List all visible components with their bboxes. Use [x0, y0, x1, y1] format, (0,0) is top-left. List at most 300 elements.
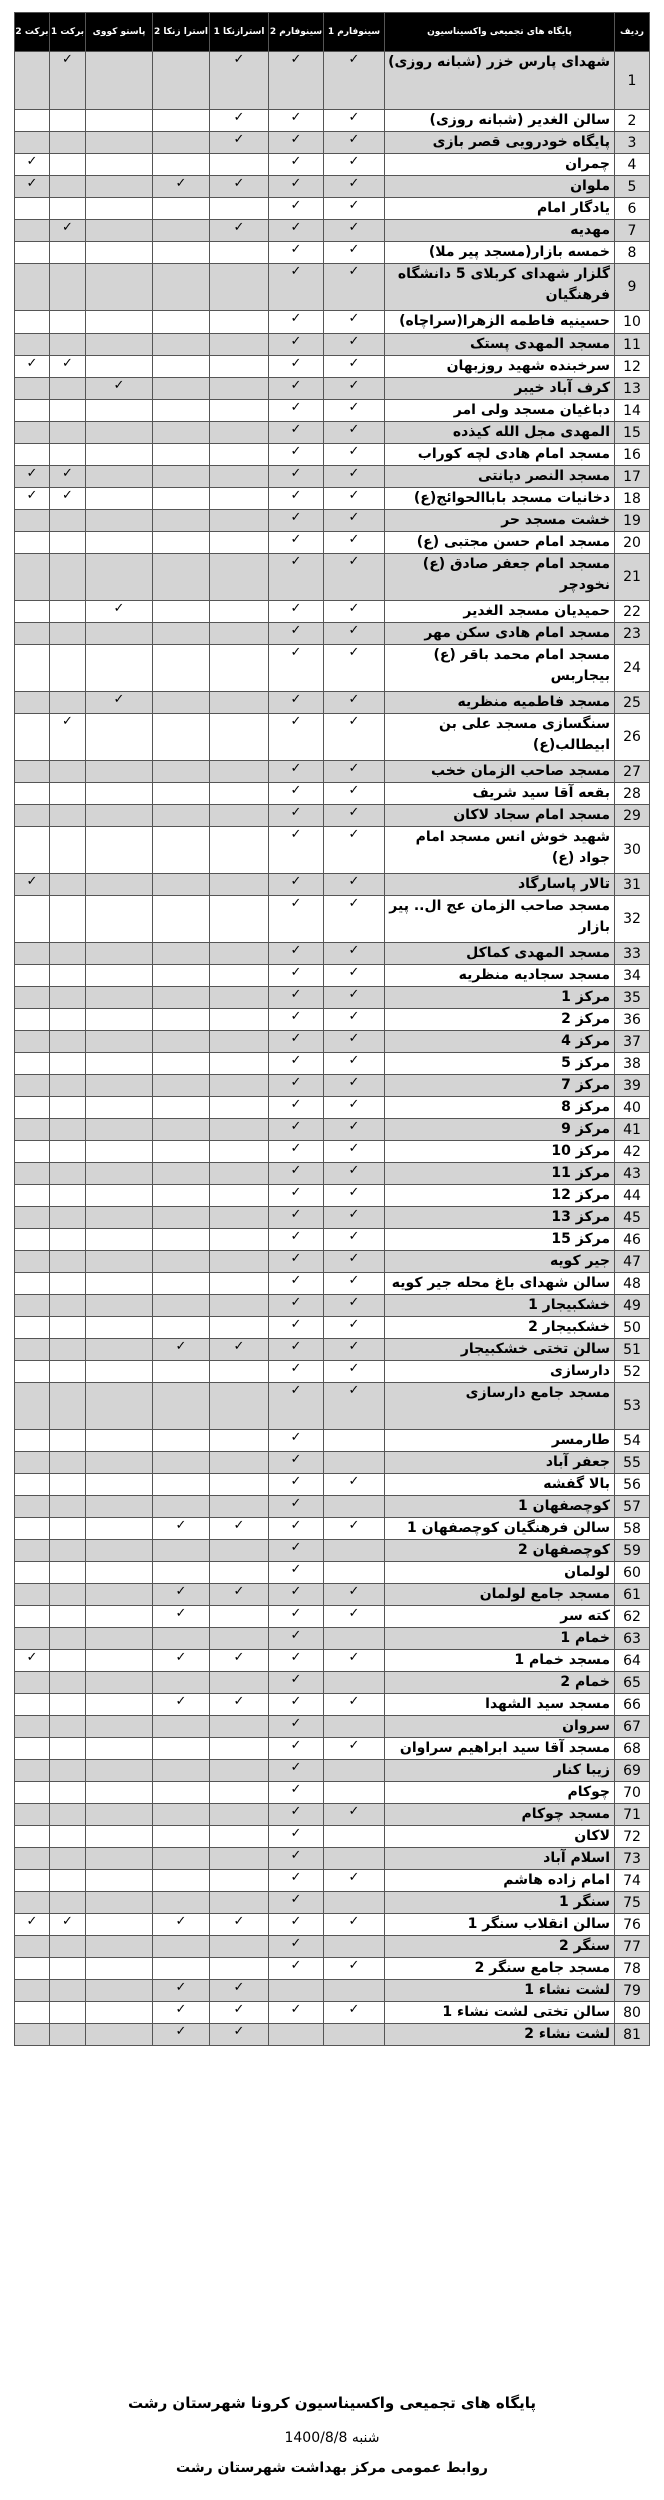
check-icon: ✓	[233, 52, 245, 67]
table-row	[15, 334, 650, 356]
barekat-1-cell	[50, 1980, 86, 2002]
sinopharm-2-cell	[269, 1694, 324, 1716]
sinopharm-1-cell	[324, 1119, 385, 1141]
barekat-1-cell	[50, 110, 86, 132]
header-pasteur-covi: پاستو کووی	[86, 13, 153, 52]
sinopharm-1-cell	[324, 1452, 385, 1474]
pasteur-covi-cell	[86, 1009, 153, 1031]
row-number: 45	[615, 1207, 650, 1229]
barekat-2-cell	[15, 334, 50, 356]
pasteur-covi-cell	[86, 1936, 153, 1958]
astrazeneca-2-cell	[153, 714, 210, 761]
check-icon: ✓	[348, 1251, 360, 1266]
sinopharm-1-cell	[324, 1804, 385, 1826]
barekat-2-cell	[15, 1430, 50, 1452]
astrazeneca-1-cell	[210, 1141, 269, 1163]
sinopharm-1-cell	[324, 1229, 385, 1251]
astrazeneca-1-cell	[210, 1361, 269, 1383]
check-icon: ✓	[348, 1584, 360, 1599]
pasteur-covi-cell	[86, 1694, 153, 1716]
barekat-1-cell	[50, 601, 86, 623]
check-icon: ✓	[290, 488, 302, 503]
row-number: 60	[615, 1562, 650, 1584]
table-row	[15, 1163, 650, 1185]
check-icon: ✓	[290, 943, 302, 958]
check-icon: ✓	[290, 1452, 302, 1467]
sinopharm-2-cell	[269, 554, 324, 601]
pasteur-covi-cell	[86, 2024, 153, 2046]
sinopharm-1-cell	[324, 444, 385, 466]
astrazeneca-2-cell	[153, 1760, 210, 1782]
barekat-2-cell	[15, 1606, 50, 1628]
row-number: 78	[615, 1958, 650, 1980]
barekat-1-cell	[50, 1097, 86, 1119]
sinopharm-2-cell	[269, 264, 324, 311]
sinopharm-2-cell	[269, 1936, 324, 1958]
sinopharm-2-cell	[269, 645, 324, 692]
site-name: مسجد امام سجاد لاکان	[385, 805, 615, 827]
astrazeneca-1-cell	[210, 714, 269, 761]
barekat-2-cell	[15, 692, 50, 714]
site-name: دارسازی	[385, 1361, 615, 1383]
check-icon: ✓	[290, 1317, 302, 1332]
astrazeneca-2-cell	[153, 943, 210, 965]
site-name: چمران	[385, 154, 615, 176]
check-icon: ✓	[348, 1958, 360, 1973]
sinopharm-2-cell	[269, 1474, 324, 1496]
table-row	[15, 1207, 650, 1229]
sinopharm-1-cell	[324, 1848, 385, 1870]
table-row	[15, 827, 650, 874]
barekat-2-cell	[15, 601, 50, 623]
site-name: خشکبیجار 1	[385, 1295, 615, 1317]
check-icon: ✓	[348, 943, 360, 958]
check-icon: ✓	[290, 444, 302, 459]
row-number: 50	[615, 1317, 650, 1339]
row-number: 76	[615, 1914, 650, 1936]
pasteur-covi-cell	[86, 1251, 153, 1273]
site-name: سالن تختی خشکبیجار	[385, 1339, 615, 1361]
check-icon: ✓	[233, 110, 245, 125]
barekat-2-cell	[15, 965, 50, 987]
barekat-2-cell	[15, 1031, 50, 1053]
table-row	[15, 1518, 650, 1540]
astrazeneca-2-cell	[153, 1804, 210, 1826]
row-number: 47	[615, 1251, 650, 1273]
table-row	[15, 805, 650, 827]
sinopharm-1-cell	[324, 2024, 385, 2046]
check-icon: ✓	[348, 1207, 360, 1222]
barekat-1-cell	[50, 805, 86, 827]
table-row	[15, 645, 650, 692]
check-icon: ✓	[290, 1804, 302, 1819]
astrazeneca-2-cell	[153, 242, 210, 264]
table-row	[15, 1119, 650, 1141]
astrazeneca-1-cell	[210, 1031, 269, 1053]
astrazeneca-1-cell	[210, 264, 269, 311]
astrazeneca-2-cell	[153, 1584, 210, 1606]
pasteur-covi-cell	[86, 1606, 153, 1628]
check-icon: ✓	[26, 176, 38, 191]
barekat-2-cell	[15, 1474, 50, 1496]
barekat-1-cell	[50, 645, 86, 692]
barekat-1-cell	[50, 2002, 86, 2024]
barekat-1-cell	[50, 1339, 86, 1361]
sinopharm-1-cell	[324, 623, 385, 645]
astrazeneca-2-cell	[153, 1295, 210, 1317]
site-name: مسجد امام هادی لچه کوراب	[385, 444, 615, 466]
barekat-2-cell	[15, 1540, 50, 1562]
site-name: طارمسر	[385, 1430, 615, 1452]
pasteur-covi-cell	[86, 132, 153, 154]
site-name: مسجد صاحب الزمان خخب	[385, 761, 615, 783]
pasteur-covi-cell	[86, 1317, 153, 1339]
row-number: 66	[615, 1694, 650, 1716]
astrazeneca-1-cell	[210, 311, 269, 334]
sinopharm-2-cell	[269, 874, 324, 896]
row-number: 51	[615, 1339, 650, 1361]
row-number: 49	[615, 1295, 650, 1317]
sinopharm-1-cell	[324, 805, 385, 827]
pasteur-covi-cell	[86, 987, 153, 1009]
site-name: مسجد جامع سنگر 2	[385, 1958, 615, 1980]
pasteur-covi-cell	[86, 943, 153, 965]
site-name: مرکز 12	[385, 1185, 615, 1207]
astrazeneca-2-cell	[153, 1474, 210, 1496]
barekat-1-cell	[50, 1848, 86, 1870]
pasteur-covi-cell	[86, 1914, 153, 1936]
astrazeneca-2-cell	[153, 783, 210, 805]
sinopharm-1-cell	[324, 110, 385, 132]
table-row	[15, 1496, 650, 1518]
check-icon: ✓	[348, 176, 360, 191]
table-row	[15, 692, 650, 714]
astrazeneca-1-cell	[210, 466, 269, 488]
site-name: خمام 1	[385, 1628, 615, 1650]
table-row	[15, 1430, 650, 1452]
sinopharm-1-cell	[324, 1914, 385, 1936]
barekat-1-cell	[50, 1361, 86, 1383]
check-icon: ✓	[290, 601, 302, 616]
check-icon: ✓	[290, 1339, 302, 1354]
astrazeneca-1-cell	[210, 242, 269, 264]
row-number: 52	[615, 1361, 650, 1383]
barekat-1-cell	[50, 1295, 86, 1317]
check-icon: ✓	[290, 1474, 302, 1489]
pasteur-covi-cell	[86, 400, 153, 422]
site-name: چوکام	[385, 1782, 615, 1804]
astrazeneca-2-cell	[153, 1848, 210, 1870]
barekat-1-cell	[50, 1760, 86, 1782]
table-row	[15, 1361, 650, 1383]
barekat-1-cell	[50, 1826, 86, 1848]
row-number: 17	[615, 466, 650, 488]
table-row	[15, 783, 650, 805]
astrazeneca-2-cell	[153, 1031, 210, 1053]
site-name: لاکان	[385, 1826, 615, 1848]
site-name: لشت نشاء 1	[385, 1980, 615, 2002]
pasteur-covi-cell	[86, 1562, 153, 1584]
pasteur-covi-cell	[86, 1075, 153, 1097]
check-icon: ✓	[348, 422, 360, 437]
header-astrazeneca-2: استرا زنکا 2	[153, 13, 210, 52]
check-icon: ✓	[233, 1339, 245, 1354]
site-name: مسجد جامع لولمان	[385, 1584, 615, 1606]
row-number: 2	[615, 110, 650, 132]
astrazeneca-2-cell	[153, 1496, 210, 1518]
check-icon: ✓	[113, 378, 125, 393]
barekat-2-cell	[15, 1273, 50, 1295]
row-number: 37	[615, 1031, 650, 1053]
site-name: خشکبیجار 2	[385, 1317, 615, 1339]
astrazeneca-1-cell	[210, 1474, 269, 1496]
check-icon: ✓	[348, 783, 360, 798]
barekat-2-cell	[15, 444, 50, 466]
barekat-1-cell	[50, 1317, 86, 1339]
pasteur-covi-cell	[86, 356, 153, 378]
astrazeneca-2-cell	[153, 132, 210, 154]
check-icon: ✓	[290, 623, 302, 638]
row-number: 14	[615, 400, 650, 422]
sinopharm-2-cell	[269, 444, 324, 466]
row-number: 41	[615, 1119, 650, 1141]
sinopharm-2-cell	[269, 1141, 324, 1163]
check-icon: ✓	[348, 132, 360, 147]
barekat-2-cell	[15, 1848, 50, 1870]
check-icon: ✓	[290, 311, 302, 326]
astrazeneca-2-cell	[153, 422, 210, 444]
sinopharm-1-cell	[324, 1716, 385, 1738]
check-icon: ✓	[348, 623, 360, 638]
pasteur-covi-cell	[86, 1958, 153, 1980]
astrazeneca-1-cell	[210, 1518, 269, 1540]
barekat-2-cell	[15, 311, 50, 334]
site-name: سرخبنده شهید روزبهان	[385, 356, 615, 378]
sinopharm-2-cell	[269, 805, 324, 827]
barekat-1-cell	[50, 1782, 86, 1804]
barekat-2-cell	[15, 356, 50, 378]
sinopharm-2-cell	[269, 220, 324, 242]
table-row	[15, 1760, 650, 1782]
site-name: ملوان	[385, 176, 615, 198]
row-number: 10	[615, 311, 650, 334]
astrazeneca-2-cell	[153, 176, 210, 198]
sinopharm-1-cell	[324, 220, 385, 242]
sinopharm-1-cell	[324, 1738, 385, 1760]
check-icon: ✓	[348, 1163, 360, 1178]
sinopharm-1-cell	[324, 1430, 385, 1452]
pasteur-covi-cell	[86, 1273, 153, 1295]
check-icon: ✓	[348, 400, 360, 415]
check-icon: ✓	[290, 334, 302, 349]
barekat-2-cell	[15, 805, 50, 827]
pasteur-covi-cell	[86, 220, 153, 242]
row-number: 62	[615, 1606, 650, 1628]
barekat-1-cell	[50, 52, 86, 110]
sinopharm-1-cell	[324, 1053, 385, 1075]
sinopharm-2-cell	[269, 1782, 324, 1804]
row-number: 64	[615, 1650, 650, 1672]
barekat-2-cell	[15, 896, 50, 943]
barekat-2-cell	[15, 378, 50, 400]
sinopharm-2-cell	[269, 1518, 324, 1540]
row-number: 9	[615, 264, 650, 311]
row-number: 24	[615, 645, 650, 692]
astrazeneca-2-cell	[153, 1870, 210, 1892]
check-icon: ✓	[175, 1980, 187, 1995]
sinopharm-1-cell	[324, 242, 385, 264]
astrazeneca-2-cell	[153, 601, 210, 623]
check-icon: ✓	[62, 466, 73, 481]
site-name: اسلام آباد	[385, 1848, 615, 1870]
pasteur-covi-cell	[86, 1980, 153, 2002]
check-icon: ✓	[348, 2002, 360, 2017]
barekat-2-cell	[15, 532, 50, 554]
barekat-2-cell	[15, 761, 50, 783]
astrazeneca-1-cell	[210, 1738, 269, 1760]
pasteur-covi-cell	[86, 1760, 153, 1782]
check-icon: ✓	[290, 356, 302, 371]
barekat-1-cell	[50, 311, 86, 334]
check-icon: ✓	[290, 132, 302, 147]
sinopharm-1-cell	[324, 1672, 385, 1694]
table-row	[15, 1075, 650, 1097]
row-number: 13	[615, 378, 650, 400]
site-name: مرکز 9	[385, 1119, 615, 1141]
check-icon: ✓	[233, 220, 245, 235]
table-row	[15, 264, 650, 311]
astrazeneca-1-cell	[210, 1804, 269, 1826]
barekat-2-cell	[15, 176, 50, 198]
barekat-2-cell	[15, 154, 50, 176]
sinopharm-2-cell	[269, 1606, 324, 1628]
sinopharm-1-cell	[324, 1383, 385, 1430]
barekat-2-cell	[15, 554, 50, 601]
pasteur-covi-cell	[86, 1628, 153, 1650]
row-number: 71	[615, 1804, 650, 1826]
sinopharm-2-cell	[269, 1650, 324, 1672]
row-number: 21	[615, 554, 650, 601]
sinopharm-1-cell	[324, 965, 385, 987]
astrazeneca-2-cell	[153, 154, 210, 176]
site-name: مسجد امام جعفر صادق (ع) نخودچر	[385, 554, 615, 601]
barekat-1-cell	[50, 1251, 86, 1273]
barekat-1-cell	[50, 1430, 86, 1452]
sinopharm-2-cell	[269, 154, 324, 176]
pasteur-covi-cell	[86, 1738, 153, 1760]
astrazeneca-2-cell	[153, 198, 210, 220]
barekat-1-cell	[50, 1141, 86, 1163]
check-icon: ✓	[290, 1251, 302, 1266]
astrazeneca-2-cell	[153, 264, 210, 311]
site-name: مسجد المهدی کماکل	[385, 943, 615, 965]
sinopharm-1-cell	[324, 1207, 385, 1229]
barekat-1-cell	[50, 987, 86, 1009]
pasteur-covi-cell	[86, 827, 153, 874]
site-name: سنگسازی مسجد علی بن ابیطالب(ع)	[385, 714, 615, 761]
table-row	[15, 1606, 650, 1628]
sinopharm-1-cell	[324, 356, 385, 378]
pasteur-covi-cell	[86, 554, 153, 601]
check-icon: ✓	[348, 1474, 360, 1489]
table-row	[15, 422, 650, 444]
site-name: مسجد صاحب الزمان عج ال.. پیر بازار	[385, 896, 615, 943]
barekat-2-cell	[15, 874, 50, 896]
check-icon: ✓	[175, 2024, 187, 2039]
row-number: 33	[615, 943, 650, 965]
table-row	[15, 488, 650, 510]
astrazeneca-1-cell	[210, 987, 269, 1009]
check-icon: ✓	[290, 1273, 302, 1288]
sinopharm-2-cell	[269, 1958, 324, 1980]
check-icon: ✓	[348, 692, 360, 707]
row-number: 70	[615, 1782, 650, 1804]
sinopharm-1-cell	[324, 1075, 385, 1097]
pasteur-covi-cell	[86, 1672, 153, 1694]
astrazeneca-2-cell	[153, 110, 210, 132]
check-icon: ✓	[290, 422, 302, 437]
table-row	[15, 1009, 650, 1031]
sinopharm-1-cell	[324, 264, 385, 311]
site-name: کوچصفهان 2	[385, 1540, 615, 1562]
table-row	[15, 1053, 650, 1075]
barekat-1-cell	[50, 198, 86, 220]
astrazeneca-1-cell	[210, 692, 269, 714]
barekat-1-cell	[50, 692, 86, 714]
sinopharm-1-cell	[324, 154, 385, 176]
pasteur-covi-cell	[86, 1870, 153, 1892]
astrazeneca-2-cell	[153, 1361, 210, 1383]
table-row	[15, 1295, 650, 1317]
row-number: 46	[615, 1229, 650, 1251]
sinopharm-2-cell	[269, 1163, 324, 1185]
barekat-1-cell	[50, 1474, 86, 1496]
pasteur-covi-cell	[86, 444, 153, 466]
table-row	[15, 1870, 650, 1892]
sinopharm-1-cell	[324, 1031, 385, 1053]
row-number: 4	[615, 154, 650, 176]
table-row	[15, 132, 650, 154]
check-icon: ✓	[26, 1914, 38, 1929]
astrazeneca-1-cell	[210, 1185, 269, 1207]
site-name: شهدای پارس خزر (شبانه روزی)	[385, 52, 615, 110]
site-name: خمام 2	[385, 1672, 615, 1694]
sinopharm-2-cell	[269, 1207, 324, 1229]
astrazeneca-1-cell	[210, 554, 269, 601]
sinopharm-2-cell	[269, 601, 324, 623]
check-icon: ✓	[348, 532, 360, 547]
pasteur-covi-cell	[86, 1031, 153, 1053]
barekat-1-cell	[50, 1804, 86, 1826]
sinopharm-1-cell	[324, 488, 385, 510]
row-number: 16	[615, 444, 650, 466]
check-icon: ✓	[233, 1584, 245, 1599]
astrazeneca-1-cell	[210, 444, 269, 466]
sinopharm-2-cell	[269, 1119, 324, 1141]
check-icon: ✓	[290, 1584, 302, 1599]
barekat-1-cell	[50, 1584, 86, 1606]
header-site-name: پایگاه های تجمیعی واکسیناسیون	[385, 13, 615, 52]
sinopharm-2-cell	[269, 1361, 324, 1383]
barekat-2-cell	[15, 198, 50, 220]
table-row	[15, 1251, 650, 1273]
astrazeneca-2-cell	[153, 554, 210, 601]
sinopharm-2-cell	[269, 378, 324, 400]
barekat-1-cell	[50, 488, 86, 510]
check-icon: ✓	[290, 1782, 302, 1797]
astrazeneca-2-cell	[153, 378, 210, 400]
astrazeneca-1-cell	[210, 1295, 269, 1317]
